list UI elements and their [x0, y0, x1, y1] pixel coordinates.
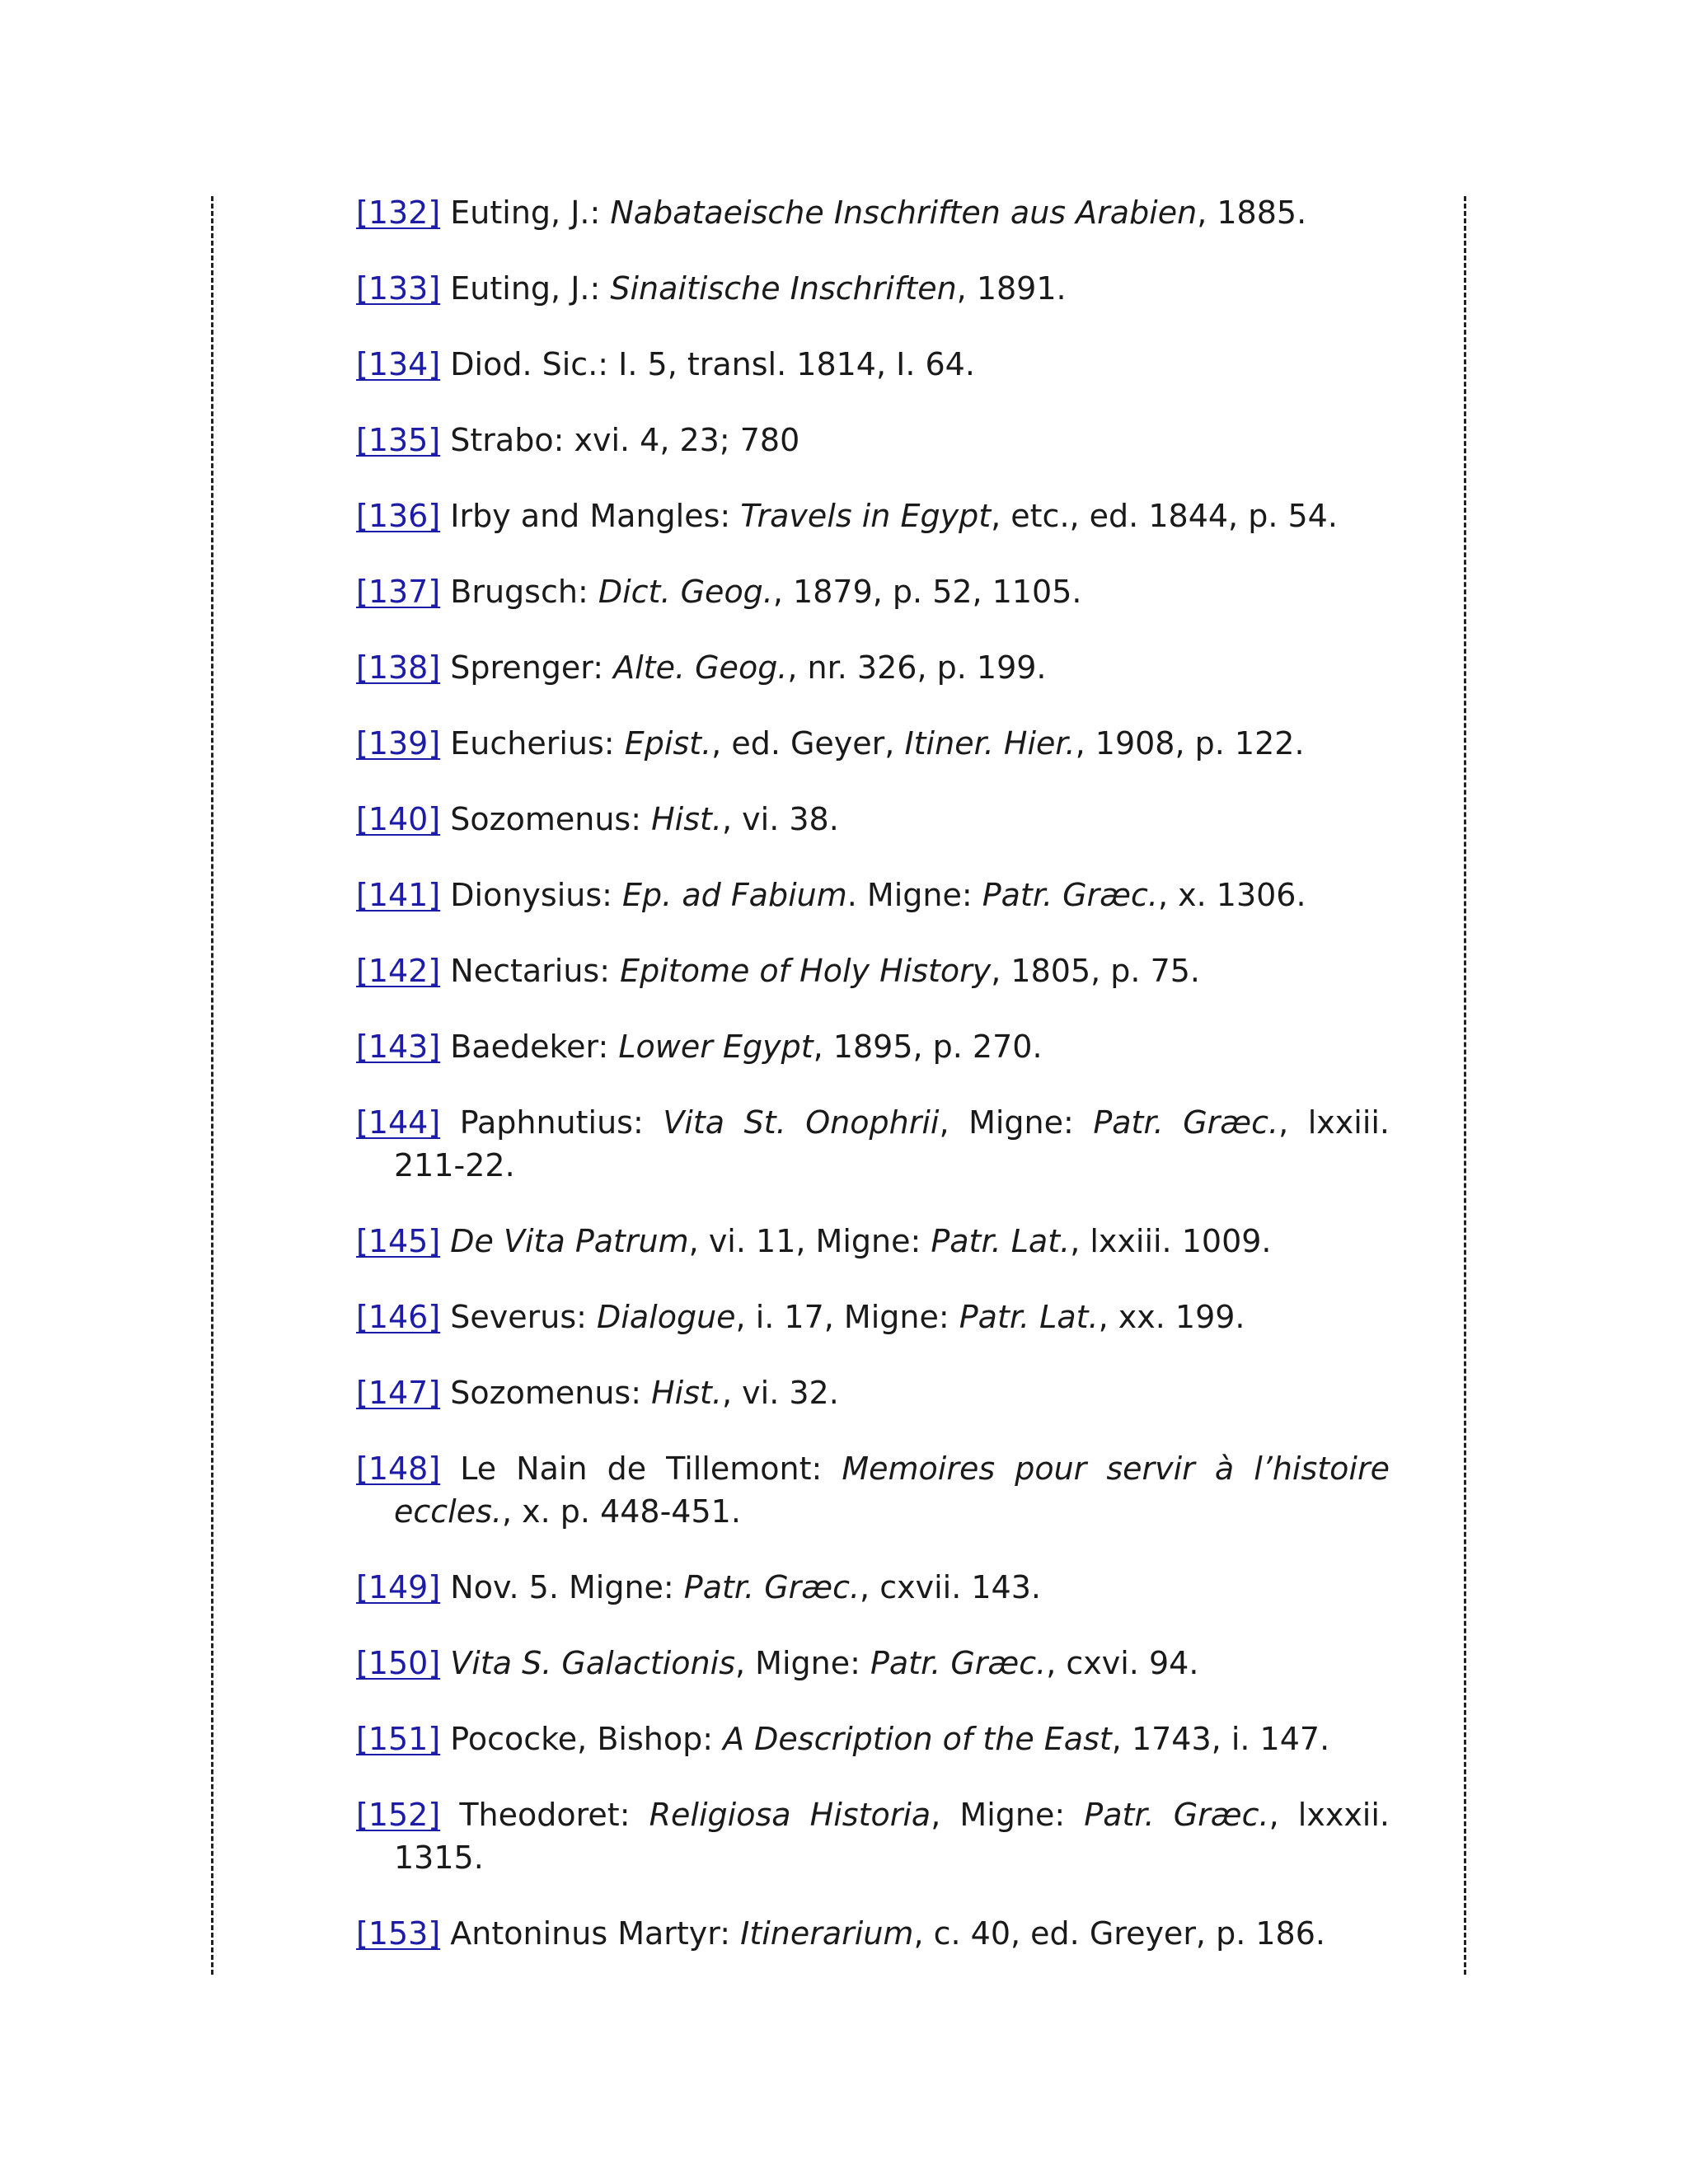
footnote-item — [356, 1912, 1390, 1955]
footnote-text: , cxvii. 143. — [860, 1569, 1041, 1605]
footnote-text: Euting, J.: — [450, 270, 611, 307]
footnote-ref-link[interactable]: [139] — [356, 725, 441, 762]
footnote-item — [356, 798, 1390, 841]
footnote-text: Dionysius: — [450, 877, 623, 913]
footnote-ref-link[interactable]: [132] — [356, 194, 441, 231]
footnote-title-italic: Epist. — [624, 725, 712, 762]
footnote-text: , vi. 38. — [722, 801, 839, 837]
footnote-text: , lxxxii. 1315. — [394, 1797, 1390, 1876]
footnote-text: Sozomenus: — [450, 801, 652, 837]
footnote-title-italic: Hist. — [651, 1375, 723, 1411]
footnote-ref-link[interactable]: [152] — [356, 1797, 441, 1833]
footnote-title-italic: Alte. Geog. — [613, 649, 788, 686]
footnote-item — [356, 267, 1390, 310]
footnote-title-italic: Patr. Græc. — [1084, 1797, 1269, 1833]
footnote-text: , i. 17, Migne: — [735, 1299, 959, 1335]
footnote-text: Eucherius: — [450, 725, 625, 762]
footnote-text: , cxvi. 94. — [1046, 1645, 1199, 1681]
footnote-text: , 1879, p. 52, 1105. — [772, 574, 1082, 610]
footnote-text: , lxxiii. 211-22. — [394, 1104, 1390, 1183]
footnote-title-italic: Patr. Græc. — [982, 877, 1158, 913]
footnote-item — [356, 570, 1390, 613]
footnote-title-italic: Hist. — [651, 801, 723, 837]
footnote-item — [356, 191, 1390, 234]
footnote-title-italic: Ep. ad Fabium — [622, 877, 847, 913]
footnote-text: Pococke, Bishop: — [450, 1721, 724, 1757]
footnote-text: Le Nain de Tillemont: — [460, 1451, 842, 1487]
footnote-ref-link[interactable]: [150] — [356, 1645, 441, 1681]
footnote-ref-link[interactable]: [134] — [356, 346, 441, 382]
footnote-title-italic: Itiner. Hier. — [904, 725, 1076, 762]
footnote-item — [356, 1025, 1390, 1068]
footnote-text: Diod. Sic.: I. 5, transl. 1814, I. 64. — [450, 346, 975, 382]
footnote-text: , 1743, i. 147. — [1111, 1721, 1330, 1757]
footnote-item — [356, 1447, 1390, 1533]
footnote-item — [356, 1220, 1390, 1263]
footnote-title-italic: Dict. Geog. — [598, 574, 773, 610]
footnote-text: , vi. 11, Migne: — [688, 1223, 931, 1259]
footnote-item — [356, 1101, 1390, 1187]
footnote-item — [356, 1566, 1390, 1609]
footnote-title-italic: Sinaitische Inschriften — [610, 270, 957, 307]
footnote-text: , 1805, p. 75. — [991, 953, 1201, 989]
footnote-text: , nr. 326, p. 199. — [787, 649, 1047, 686]
footnote-ref-link[interactable]: [138] — [356, 649, 441, 686]
footnote-title-italic: Patr. Græc. — [683, 1569, 860, 1605]
footnote-text: Sprenger: — [450, 649, 614, 686]
footnote-ref-link[interactable]: [143] — [356, 1029, 441, 1065]
footnote-ref-link[interactable]: [133] — [356, 270, 441, 307]
footnote-ref-link[interactable]: [149] — [356, 1569, 441, 1605]
footnote-title-italic: Patr. Lat. — [959, 1299, 1099, 1335]
footnote-text: , 1891. — [956, 270, 1067, 307]
footnote-item — [356, 1793, 1390, 1879]
footnote-title-italic: Vita St. Onophrii — [663, 1104, 940, 1141]
footnote-text: Paphnutius: — [459, 1104, 663, 1141]
footnote-title-italic: Travels in Egypt — [740, 498, 992, 534]
footnote-text: , lxxiii. 1009. — [1070, 1223, 1272, 1259]
footnote-title-italic: Patr. Græc. — [870, 1645, 1047, 1681]
footnote-text: , vi. 32. — [722, 1375, 839, 1411]
right-margin-rule — [1464, 196, 1466, 1975]
footnote-text: , c. 40, ed. Greyer, p. 186. — [913, 1915, 1325, 1952]
footnote-text: Brugsch: — [450, 574, 598, 610]
footnote-ref-link[interactable]: [147] — [356, 1375, 441, 1411]
footnote-text: Strabo: xvi. 4, 23; 780 — [450, 422, 800, 458]
footnote-item — [356, 874, 1390, 916]
left-margin-rule — [211, 196, 213, 1975]
footnote-title-italic: Lower Egypt — [618, 1029, 814, 1065]
footnote-item — [356, 722, 1390, 765]
footnote-title-italic: Patr. Græc. — [1093, 1104, 1279, 1141]
footnote-ref-link[interactable]: [148] — [356, 1451, 441, 1487]
footnote-text: , Migne: — [931, 1797, 1085, 1833]
footnote-title-italic: Memoires pour servir à l’histoire eccles. — [394, 1451, 1390, 1530]
footnote-text: Antoninus Martyr: — [450, 1915, 741, 1952]
footnote-text: Theodoret: — [459, 1797, 649, 1833]
footnote-item — [356, 646, 1390, 689]
footnote-item — [356, 494, 1390, 537]
footnote-ref-link[interactable]: [136] — [356, 498, 441, 534]
footnote-item — [356, 419, 1390, 462]
footnote-title-italic: Patr. Lat. — [931, 1223, 1071, 1259]
footnote-ref-link[interactable]: [135] — [356, 422, 441, 458]
footnote-title-italic: Religiosa Historia — [649, 1797, 931, 1833]
footnote-ref-link[interactable]: [137] — [356, 574, 441, 610]
footnote-text: Irby and Mangles: — [450, 498, 741, 534]
footnote-title-italic: Dialogue — [597, 1299, 736, 1335]
footnote-ref-link[interactable]: [153] — [356, 1915, 441, 1952]
footnote-text: Severus: — [450, 1299, 598, 1335]
footnote-text: , Migne: — [735, 1645, 870, 1681]
footnote-item — [356, 1371, 1390, 1414]
footnote-text: Nectarius: — [450, 953, 621, 989]
footnote-text: Baedeker: — [450, 1029, 619, 1065]
footnote-ref-link[interactable]: [151] — [356, 1721, 441, 1757]
footnote-ref-link[interactable]: [141] — [356, 877, 441, 913]
footnote-text: . Migne: — [846, 877, 982, 913]
footnote-text: , ed. Geyer, — [711, 725, 905, 762]
footnote-text: , etc., ed. 1844, p. 54. — [991, 498, 1338, 534]
footnote-text: , 1895, p. 270. — [813, 1029, 1043, 1065]
footnote-title-italic: A Description of the East — [723, 1721, 1112, 1757]
footnote-item — [356, 343, 1390, 386]
footnote-ref-link[interactable]: [142] — [356, 953, 441, 989]
footnote-text: , xx. 199. — [1098, 1299, 1245, 1335]
footnote-ref-link[interactable]: [145] — [356, 1223, 441, 1259]
footnote-title-italic: De Vita Patrum — [450, 1223, 689, 1259]
footnote-list — [356, 191, 1390, 1988]
footnote-text: Euting, J.: — [450, 194, 611, 231]
footnote-title-italic: Vita S. Galactionis — [450, 1645, 735, 1681]
footnote-text: , x. 1306. — [1157, 877, 1306, 913]
footnote-ref-link[interactable]: [144] — [356, 1104, 441, 1141]
footnote-text: , Migne: — [939, 1104, 1094, 1141]
footnote-item — [356, 1296, 1390, 1338]
footnote-item — [356, 949, 1390, 992]
footnote-text: , x. p. 448-451. — [501, 1493, 741, 1530]
footnote-title-italic: Nabataeische Inschriften aus Arabien — [610, 194, 1198, 231]
footnote-text: , 1885. — [1197, 194, 1307, 231]
footnote-title-italic: Itinerarium — [740, 1915, 914, 1952]
footnote-text: Sozomenus: — [450, 1375, 652, 1411]
footnote-ref-link[interactable]: [146] — [356, 1299, 441, 1335]
footnote-item — [356, 1718, 1390, 1760]
footnote-text: , 1908, p. 122. — [1075, 725, 1305, 762]
footnote-title-italic: Epitome of Holy History — [620, 953, 992, 989]
footnote-text: Nov. 5. Migne: — [450, 1569, 684, 1605]
footnote-item — [356, 1642, 1390, 1685]
footnote-ref-link[interactable]: [140] — [356, 801, 441, 837]
